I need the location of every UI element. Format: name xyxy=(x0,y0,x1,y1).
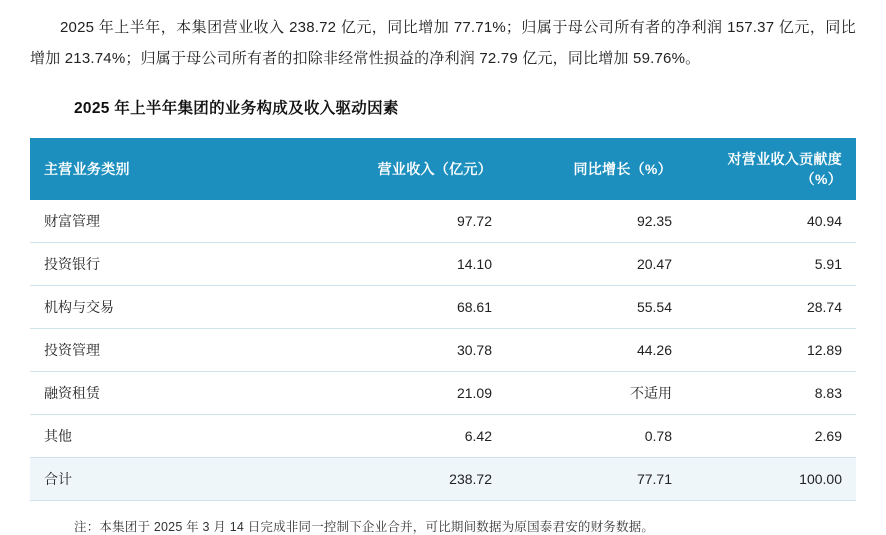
table-body xyxy=(30,200,856,501)
table-row xyxy=(30,372,856,415)
cell-contribution: 5.91 xyxy=(686,243,856,286)
cell-revenue: 97.72 xyxy=(320,200,506,243)
intro-paragraph: 2025 年上半年，本集团营业收入 238.72 亿元，同比增加 77.71%；归属于母公司所有者的净利润 157.37 亿元，同比增加 213.74%；归属于母公司所有者的扣除非经常性损益的净利润 72.79 亿元，同比增加 59.76%。 xyxy=(30,19,856,67)
cell-category: 投资银行 xyxy=(30,243,320,286)
cell-revenue: 68.61 xyxy=(320,286,506,329)
column-header-category: 主营业务类别 xyxy=(30,138,320,200)
cell-category: 合计 xyxy=(30,458,320,501)
business-composition-table xyxy=(30,138,856,501)
table-row xyxy=(30,415,856,458)
cell-contribution: 2.69 xyxy=(686,415,856,458)
cell-category: 其他 xyxy=(30,415,320,458)
table-footnote: 注：本集团于 2025 年 3 月 14 日完成非同一控制下企业合并，可比期间数据为原国泰君安的财务数据。 xyxy=(74,520,655,534)
cell-growth: 55.54 xyxy=(506,286,686,329)
cell-contribution: 28.74 xyxy=(686,286,856,329)
column-header-contribution: 对营业收入贡献度（%） xyxy=(686,138,856,200)
cell-category: 投资管理 xyxy=(30,329,320,372)
cell-category: 融资租赁 xyxy=(30,372,320,415)
table-row xyxy=(30,200,856,243)
cell-growth: 20.47 xyxy=(506,243,686,286)
column-header-revenue: 营业收入（亿元） xyxy=(320,138,506,200)
section-title: 2025 年上半年集团的业务构成及收入驱动因素 xyxy=(74,100,399,117)
cell-revenue: 30.78 xyxy=(320,329,506,372)
cell-revenue: 6.42 xyxy=(320,415,506,458)
cell-category: 机构与交易 xyxy=(30,286,320,329)
cell-contribution: 100.00 xyxy=(686,458,856,501)
cell-revenue: 21.09 xyxy=(320,372,506,415)
cell-category: 财富管理 xyxy=(30,200,320,243)
cell-growth: 92.35 xyxy=(506,200,686,243)
cell-growth: 44.26 xyxy=(506,329,686,372)
cell-contribution: 40.94 xyxy=(686,200,856,243)
cell-contribution: 12.89 xyxy=(686,329,856,372)
cell-contribution: 8.83 xyxy=(686,372,856,415)
table-header-row xyxy=(30,138,856,200)
table-total-row xyxy=(30,458,856,501)
cell-growth: 不适用 xyxy=(506,372,686,415)
cell-revenue: 238.72 xyxy=(320,458,506,501)
column-header-growth: 同比增长（%） xyxy=(506,138,686,200)
table-row xyxy=(30,243,856,286)
cell-growth: 0.78 xyxy=(506,415,686,458)
cell-revenue: 14.10 xyxy=(320,243,506,286)
table-row xyxy=(30,329,856,372)
table-row xyxy=(30,286,856,329)
table-header xyxy=(30,138,856,200)
cell-growth: 77.71 xyxy=(506,458,686,501)
